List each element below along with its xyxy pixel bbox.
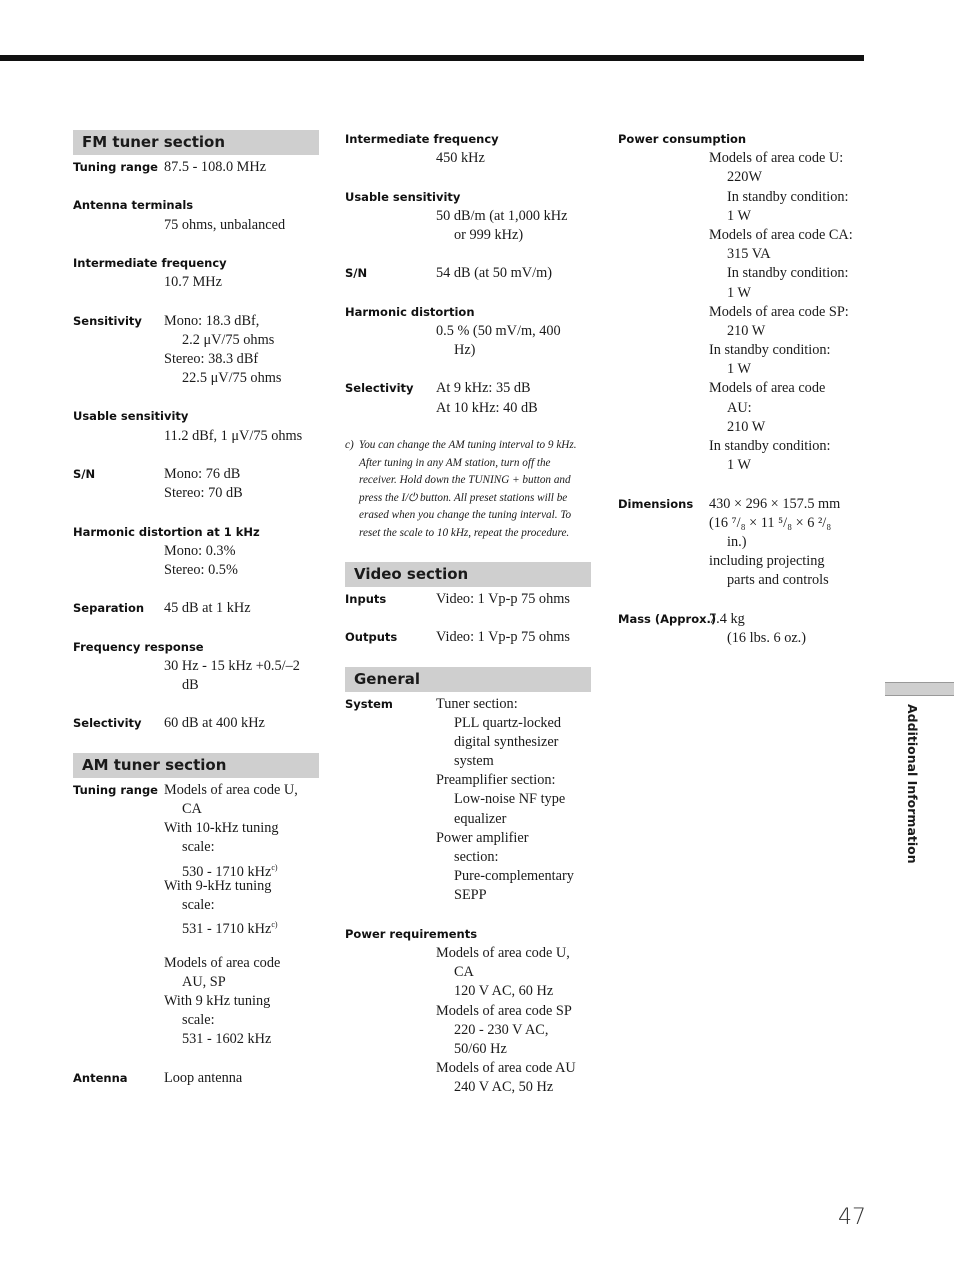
spec-values: [436, 590, 591, 609]
spec-value-line: [164, 858, 319, 880]
spec-label: Harmonic distortion at 1 kHz: [73, 524, 260, 539]
section-heading: General: [345, 667, 591, 692]
spec-value-line: [436, 628, 591, 647]
spec-value-text: Mono: 76 dB: [164, 466, 241, 482]
spacer: [345, 543, 591, 562]
spec-values: [436, 695, 591, 906]
spec-value-text: Models of area code U:: [709, 150, 844, 167]
spec-value-line: [436, 963, 591, 982]
spec-value-line: [164, 427, 319, 446]
spacer: [345, 609, 591, 628]
spec-value-line: [164, 599, 319, 618]
spec-label: Tuning range: [73, 782, 158, 797]
spec-value-text: 60 dB at 400 kHz: [164, 715, 265, 732]
spec-value-line: [436, 341, 591, 360]
spacer: [73, 388, 319, 407]
spec-entry: [73, 714, 319, 733]
spec-value-line: [164, 954, 319, 973]
spec-value-line: [436, 771, 591, 790]
spec-label: Separation: [73, 601, 145, 616]
spacer: [73, 695, 319, 714]
spec-value-line: [709, 322, 868, 341]
spec-values: [436, 628, 591, 647]
spec-value-line: [709, 514, 868, 533]
spec-label: Sensitivity: [73, 313, 142, 328]
spec-value-line: [164, 838, 319, 857]
spec-value-text: Video: 1 Vp-p 75 ohms: [436, 629, 570, 646]
spec-entry: [73, 254, 319, 292]
spec-value-line: [436, 1021, 591, 1040]
spec-value-text: 210 W: [727, 418, 766, 435]
spec-value-line: [164, 350, 319, 369]
spec-value-text: Pure-complementary: [454, 868, 574, 885]
spec-value-line: [436, 695, 591, 714]
spec-value-line: [164, 484, 319, 503]
spec-entry: [618, 495, 868, 591]
spec-value-text: In standby condition:: [727, 188, 849, 205]
spacer: [618, 591, 868, 610]
spec-value-line: [164, 216, 319, 235]
spec-value-text: or 999 kHz): [454, 226, 524, 243]
spec-value-line: [436, 867, 591, 886]
spec-values: [164, 714, 319, 733]
spec-value-text: equalizer: [454, 810, 507, 827]
spec-value-text: Mono: 0.3%: [164, 542, 236, 559]
column-left: [73, 130, 319, 1088]
footnote-ref: c): [271, 920, 278, 930]
section-heading: AM tuner section: [73, 753, 319, 778]
spacer: [345, 647, 591, 666]
spec-value-text: 2.2 μV/75 ohms: [182, 331, 275, 348]
spec-values: [436, 322, 591, 360]
spec-value-line: [164, 714, 319, 733]
spec-value-line: [436, 379, 591, 398]
spec-value-text: 1 W: [727, 457, 751, 474]
spec-value-text: CA: [182, 801, 202, 817]
spec-label: Antenna: [73, 1070, 128, 1085]
spacer: [73, 503, 319, 522]
spec-value-text: digital synthesizer: [454, 733, 559, 750]
spacer: [73, 580, 319, 599]
spec-value-line: [164, 542, 319, 561]
spacer: [73, 734, 319, 753]
spec-value-text: 1 W: [727, 284, 751, 301]
spec-values: [164, 781, 319, 1050]
spec-value-line: [436, 829, 591, 848]
spec-value-line: [436, 149, 591, 168]
spec-value-line: [436, 790, 591, 809]
spec-value-text: At 9 kHz: 35 dB: [436, 380, 531, 397]
spec-value-text: AU:: [727, 399, 752, 416]
spec-value-line: [164, 331, 319, 350]
spec-value-line: [709, 456, 868, 475]
spec-value-text: Models of area code U,: [164, 781, 298, 798]
spec-label: Intermediate frequency: [345, 132, 499, 146]
spec-value-text: 220 - 230 V AC,: [454, 1021, 549, 1038]
spec-values: [164, 1069, 319, 1088]
spec-value-line: [164, 158, 319, 177]
spec-value-text: With 9 kHz tuning: [164, 992, 271, 1009]
spec-label: System: [345, 696, 393, 711]
spec-value-line: [709, 533, 868, 552]
spacer: [73, 446, 319, 465]
spec-label: Usable sensitivity: [345, 189, 461, 204]
spec-value-line: [164, 877, 319, 896]
spec-value-line: [436, 982, 591, 1001]
spec-value-text: 531 - 1710 kHz: [182, 920, 272, 937]
spec-values: [709, 610, 868, 648]
spec-value-line: [436, 1059, 591, 1078]
spec-entry: [345, 379, 591, 417]
spec-value-line: [709, 168, 868, 187]
spec-label: Harmonic distortion: [345, 304, 475, 319]
spec-value-line: [709, 495, 868, 514]
spec-value-text: 530 - 1710 kHz: [182, 863, 272, 880]
spec-values: [164, 465, 319, 503]
spec-value-line: [164, 1030, 319, 1049]
spec-value-line: [164, 273, 319, 292]
section-heading: Video section: [345, 562, 591, 587]
spec-value-text: 87.5 - 108.0 MHz: [164, 159, 267, 175]
spec-value-text: (16 lbs. 6 oz.): [727, 629, 807, 646]
spec-value-line: [709, 245, 868, 264]
spec-label: S/N: [73, 467, 96, 481]
spec-value-line: [164, 819, 319, 838]
spec-values: [436, 379, 591, 417]
spec-value-line: [709, 379, 868, 398]
spec-value-text: CA: [454, 964, 474, 981]
footnote: [345, 437, 591, 543]
spacer: [73, 177, 319, 196]
spec-value-text: section:: [454, 849, 499, 865]
spec-entry: [345, 695, 591, 906]
spec-entry: [73, 523, 319, 581]
spec-value-text: Stereo: 38.3 dBf: [164, 350, 259, 367]
spec-value-line: [709, 341, 868, 360]
spec-value-line: [709, 571, 868, 590]
spec-value-line: [436, 226, 591, 245]
spec-value-line: [709, 552, 868, 571]
side-tab-marker: [885, 682, 954, 696]
spec-values: [164, 273, 319, 292]
spec-value-text: SEPP: [454, 887, 487, 904]
spec-value-line: [164, 657, 319, 676]
spec-value-text: 7.4 kg: [709, 610, 745, 627]
spec-value-text: scale:: [182, 839, 215, 856]
spec-value-text: Video: 1 Vp-p 75 ohms: [436, 590, 570, 607]
spec-value-line: [709, 418, 868, 437]
spec-value-line: [436, 944, 591, 963]
spec-values: [436, 944, 591, 1098]
spec-values: [164, 657, 319, 695]
spec-entry: [73, 638, 319, 696]
spec-value-text: 0.5 % (50 mV/m, 400: [436, 322, 561, 339]
spec-values: [436, 149, 591, 168]
spec-value-text: in.): [727, 533, 747, 550]
spec-value-line: [436, 848, 591, 867]
spec-value-line: [164, 1069, 319, 1088]
spec-value-text: system: [454, 753, 494, 770]
spec-entry: [345, 303, 591, 361]
spec-values: [436, 264, 591, 283]
page-number: 47: [838, 1205, 866, 1230]
spec-value-line: [709, 264, 868, 283]
spec-value-line: [436, 810, 591, 829]
spec-label: Usable sensitivity: [73, 409, 189, 424]
spec-entry: [73, 312, 319, 389]
spec-value-line: [164, 312, 319, 331]
spec-value-line: [164, 934, 319, 953]
spec-value-line: [164, 561, 319, 580]
spec-value-text: (16 ⁷/₈ × 11 ⁵/₈ × 6 ²/₈: [709, 514, 832, 531]
spec-value-line: [709, 207, 868, 226]
spec-value-line: [436, 1078, 591, 1097]
spec-values: [164, 599, 319, 618]
spec-value-text: 50 dB/m (at 1,000 kHz: [436, 207, 568, 224]
spec-value-line: [164, 896, 319, 915]
spec-label: Frequency response: [73, 639, 204, 654]
spec-value-line: [436, 590, 591, 609]
spec-value-line: [436, 264, 591, 283]
spec-value-line: [709, 437, 868, 456]
spec-values: [164, 542, 319, 580]
spec-label: Power requirements: [345, 926, 478, 941]
spec-value-text: Stereo: 0.5%: [164, 561, 238, 578]
spec-value-text: Models of area code SP: [436, 1002, 572, 1019]
spec-entry: [73, 1069, 319, 1088]
spec-entry: [73, 599, 319, 618]
spec-value-text: Models of area code SP:: [709, 303, 849, 320]
spec-value-line: [436, 733, 591, 752]
spec-value-line: [709, 629, 868, 648]
spec-value-text: dB: [182, 677, 199, 694]
spec-value-text: 54 dB (at 50 mV/m): [436, 265, 552, 282]
spec-value-line: [164, 800, 319, 819]
spec-values: [709, 495, 868, 591]
spec-value-text: PLL quartz-locked: [454, 714, 562, 731]
spec-value-line: [164, 992, 319, 1011]
spec-value-line: [436, 322, 591, 341]
spec-value-text: 120 V AC, 60 Hz: [454, 983, 554, 1000]
spec-value-line: [436, 886, 591, 905]
spec-value-line: [436, 1040, 591, 1059]
spec-value-text: including projecting: [709, 553, 825, 570]
spacer: [618, 475, 868, 494]
spec-label: Outputs: [345, 630, 398, 645]
spec-value-text: 1 W: [727, 361, 751, 378]
spec-value-text: With 9-kHz tuning: [164, 877, 272, 894]
spec-value-line: [164, 676, 319, 695]
spec-entry: [73, 196, 319, 234]
spec-value-line: [436, 207, 591, 226]
spec-value-text: 240 V AC, 50 Hz: [454, 1079, 554, 1096]
spec-value-line: [709, 188, 868, 207]
spec-value-line: [436, 752, 591, 771]
spec-value-text: 450 kHz: [436, 150, 485, 167]
spacer: [345, 418, 591, 437]
spec-value-line: [164, 1011, 319, 1030]
spec-label: Selectivity: [73, 716, 142, 731]
spec-value-line: [436, 399, 591, 418]
spec-label: Selectivity: [345, 381, 414, 396]
spacer: [345, 360, 591, 379]
spec-value-text: Stereo: 70 dB: [164, 485, 243, 502]
spec-label: Mass (Approx.): [618, 611, 717, 626]
spec-value-line: [709, 284, 868, 303]
spec-value-text: 430 × 296 × 157.5 mm: [709, 495, 841, 512]
spec-value-line: [436, 1002, 591, 1021]
spec-value-text: Mono: 18.3 dBf,: [164, 312, 260, 329]
spec-value-text: 10.7 MHz: [164, 274, 222, 291]
spec-value-text: AU, SP: [182, 973, 226, 990]
spacer: [73, 1049, 319, 1068]
spec-value-text: 75 ohms, unbalanced: [164, 216, 286, 233]
spec-value-line: [709, 226, 868, 245]
spec-value-text: Models of area code: [709, 380, 826, 397]
spec-label: S/N: [345, 266, 368, 281]
spec-value-line: [164, 781, 319, 800]
spec-value-text: 1 W: [727, 207, 751, 224]
spec-entry: [73, 465, 319, 503]
spec-value-text: Preamplifier section:: [436, 772, 556, 789]
spec-value-line: [709, 610, 868, 629]
spec-value-text: 210 W: [727, 322, 766, 339]
spec-value-text: parts and controls: [727, 572, 829, 589]
spec-entry: [345, 188, 591, 246]
spec-value-text: Models of area code: [164, 954, 281, 971]
spec-label: Power consumption: [618, 132, 747, 146]
spacer: [345, 245, 591, 264]
spec-value-text: 531 - 1602 kHz: [182, 1031, 272, 1048]
spec-value-text: 30 Hz - 15 kHz +0.5/–2: [164, 657, 300, 674]
spec-value-text: scale:: [182, 896, 215, 913]
spec-values: [164, 158, 319, 177]
footnote-text: You can change the AM tuning interval to 9 kHz. After tuning in any AM station, turn off the receiver. Hold down the TUNING + button and press the I/⏻ button. All preset stations will be erased when you change the tuning interval. To reset the scale to 10 kHz, repeat the procedure.: [359, 439, 577, 539]
spacer: [73, 619, 319, 638]
spec-value-text: 50/60 Hz: [454, 1040, 507, 1057]
spec-entry: [618, 130, 868, 475]
spec-label: Antenna terminals: [73, 198, 194, 213]
spec-value-text: Tuner section:: [436, 695, 518, 712]
spec-values: [709, 149, 868, 475]
spec-entry: [345, 130, 591, 168]
spec-value-line: [709, 303, 868, 322]
spec-values: [436, 207, 591, 245]
spec-label: Inputs: [345, 591, 387, 606]
spec-value-text: Loop antenna: [164, 1069, 243, 1086]
spec-value-text: 315 VA: [727, 246, 771, 263]
spec-values: [164, 427, 319, 446]
spec-entry: [73, 158, 319, 177]
spec-value-text: At 10 kHz: 40 dB: [436, 399, 538, 416]
spec-entry: [345, 264, 591, 283]
column-right: [618, 130, 868, 648]
spec-entry: [73, 407, 319, 445]
spacer: [345, 906, 591, 925]
spec-value-text: Hz): [454, 342, 476, 359]
spec-entry: [618, 610, 868, 648]
spec-value-text: With 10-kHz tuning: [164, 820, 279, 837]
spec-value-line: [164, 973, 319, 992]
column-middle: [345, 130, 591, 1097]
spec-value-text: Models of area code AU: [436, 1060, 576, 1077]
spec-value-line: [709, 399, 868, 418]
spec-entry: [73, 781, 319, 1050]
spec-value-text: 11.2 dBf, 1 μV/75 ohms: [164, 427, 303, 444]
spec-value-line: [164, 369, 319, 388]
spacer: [345, 284, 591, 303]
spec-values: [164, 312, 319, 389]
spec-value-line: [709, 360, 868, 379]
spacer: [73, 235, 319, 254]
spec-value-text: 22.5 μV/75 ohms: [182, 370, 282, 387]
spec-value-text: Models of area code CA:: [709, 226, 853, 243]
top-rule: [0, 55, 864, 61]
spec-value-text: 220W: [727, 169, 762, 186]
spec-label: Intermediate frequency: [73, 255, 227, 270]
spec-entry: [345, 628, 591, 647]
spacer: [73, 292, 319, 311]
spec-value-text: Low-noise NF type: [454, 791, 566, 808]
spec-values: [164, 216, 319, 235]
spec-value-text: Power amplifier: [436, 829, 529, 846]
spec-value-line: [164, 915, 319, 937]
spec-value-line: [709, 149, 868, 168]
spec-value-text: In standby condition:: [727, 265, 849, 282]
spec-entry: [345, 925, 591, 1098]
spec-value-text: In standby condition:: [709, 342, 831, 359]
spec-value-text: In standby condition:: [709, 438, 831, 454]
spec-value-text: Models of area code U,: [436, 944, 570, 961]
side-tab-label: Additional Information: [905, 704, 920, 864]
spacer: [345, 168, 591, 187]
spec-value-line: [436, 714, 591, 733]
section-heading: FM tuner section: [73, 130, 319, 155]
spec-label: Dimensions: [618, 496, 694, 511]
spec-value-line: [164, 465, 319, 484]
spec-value-text: scale:: [182, 1012, 215, 1029]
footnote-ref: c): [271, 862, 278, 872]
spec-entry: [345, 590, 591, 609]
spec-label: Tuning range: [73, 160, 158, 174]
spec-value-text: 45 dB at 1 kHz: [164, 600, 251, 617]
footnote-mark: c): [345, 439, 354, 451]
